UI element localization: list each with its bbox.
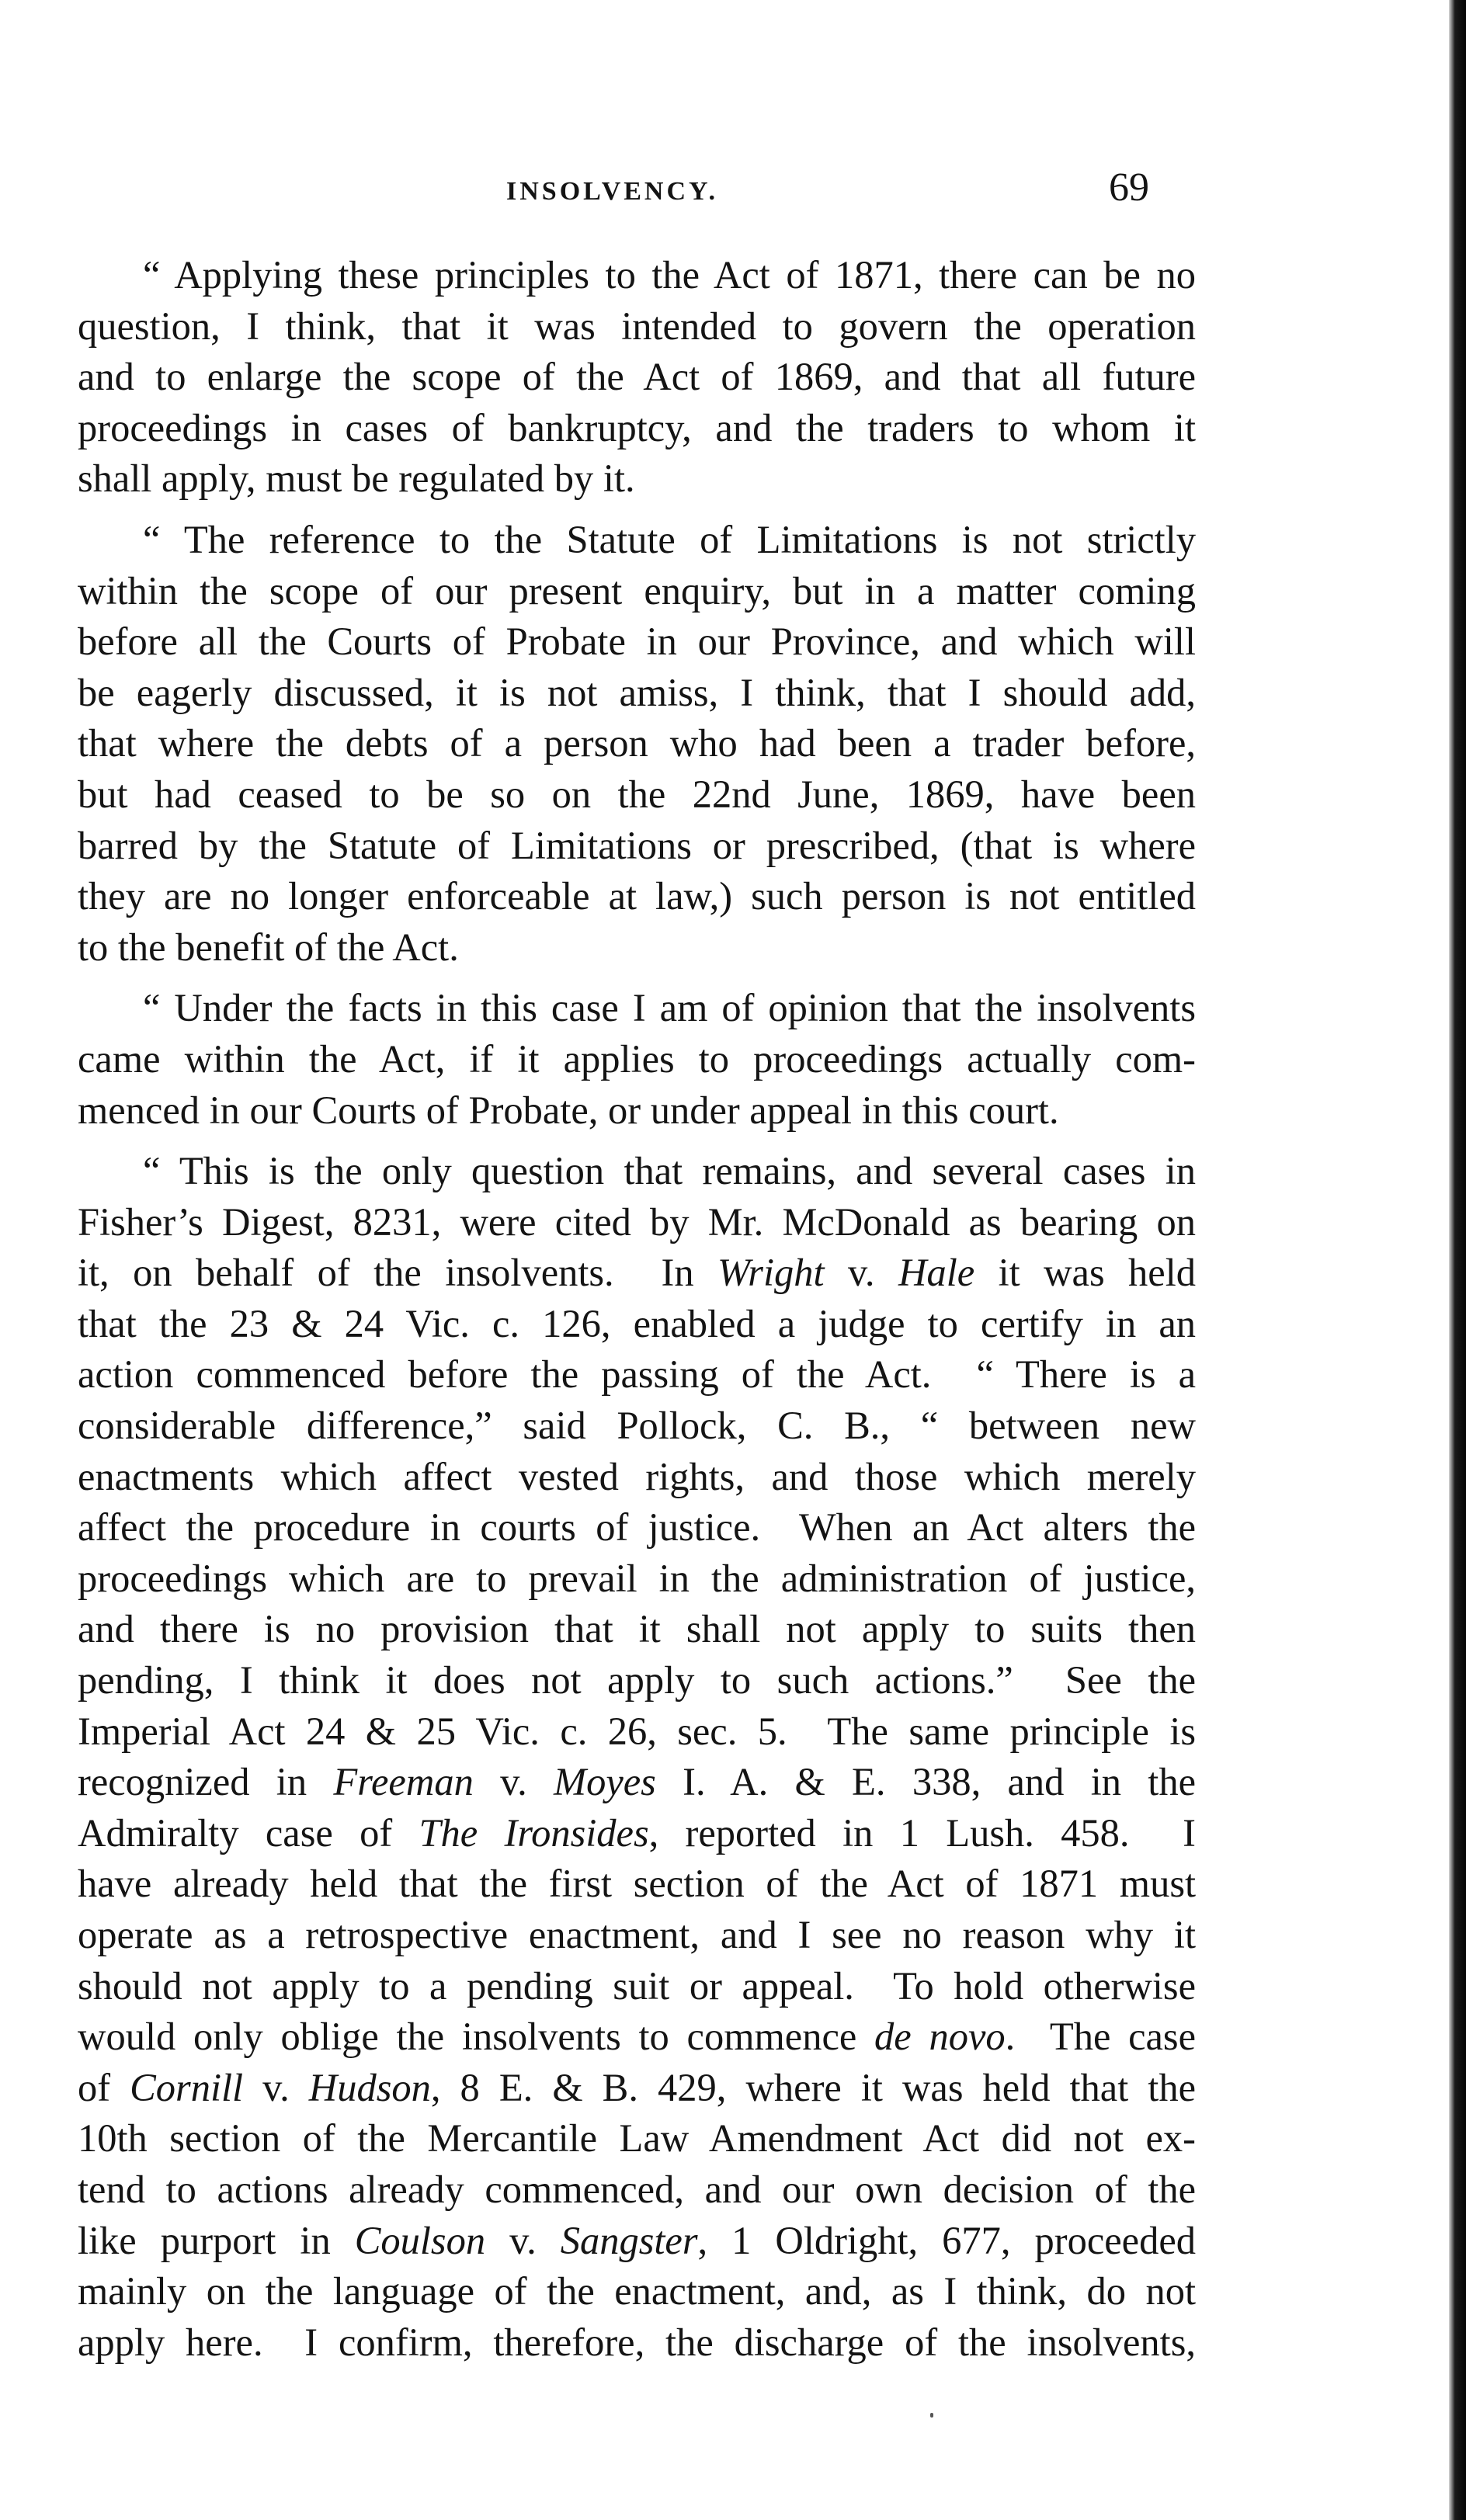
text-run: v. [824,1251,898,1295]
text-run: action commenced before the passing of the Act. “ There is a [78,1352,1196,1397]
paragraph [78,983,1196,1136]
text-run: v. [243,2065,309,2109]
text-run: Admiralty case of [78,1810,419,1855]
text-run: . The case [1005,2015,1196,2059]
text-run: apply here. I confirm, therefore, the discharge of the insolvents, [78,2320,1196,2364]
italic-case-name: Hale [898,1251,975,1295]
text-line [78,1452,1196,1503]
text-run: v. [473,1760,554,1804]
text-run: tend to actions already commenced, and our own decision of the [78,2167,1196,2211]
text-run: barred by the Statute of Limitations or prescribed, (that is where [78,823,1196,867]
text-run: recognized in [78,1760,334,1804]
text-run: pending, I think it does not apply to such actions.” See the [78,1658,1196,1703]
text-line [78,566,1196,617]
text-line [78,718,1196,769]
print-speck [930,2413,933,2418]
text-line [78,1910,1196,1961]
text-line [78,1808,1196,1859]
text-line [78,403,1196,454]
text-run: proceedings in cases of bankruptcy, and the traders to whom it [78,405,1196,450]
text-line [78,2317,1196,2369]
text-line [78,1146,1196,1197]
text-line [78,668,1196,719]
text-run: considerable difference,” said Pollock, C. B., “ between new [78,1404,1196,1448]
text-line [78,871,1196,922]
text-line [78,1248,1196,1299]
text-run: Imperial Act 24 & 25 Vic. c. 26, sec. 5. The same principle is [78,1709,1196,1753]
body-text [78,250,1196,2368]
text-run: , 8 E. & B. 429, where it was held that the [430,2065,1196,2109]
text-line [78,453,1196,505]
text-run: “ Under the facts in this case I am of opinion that the insolvents [143,986,1196,1030]
text-line [78,301,1196,352]
text-line [78,352,1196,403]
text-run: within the scope of our present enquiry, but in a matter coming [78,568,1196,613]
text-run: to the benefit of the Act. [78,925,459,969]
text-line [78,821,1196,872]
text-run: proceedings which are to prevail in the administration of justice, [78,1556,1196,1600]
text-line [78,616,1196,668]
paragraph [78,515,1196,973]
italic-case-name: The Ironsides [419,1810,649,1855]
italic-case-name: Sangster [560,2218,698,2262]
text-line [78,1502,1196,1553]
text-line [78,2113,1196,2164]
italic-case-name: Moyes [554,1760,656,1804]
text-run: , 1 Oldright, 677, proceeded [697,2218,1196,2262]
text-line [78,250,1196,301]
text-line [78,1706,1196,1758]
text-line [78,1961,1196,2012]
running-title: INSOLVENCY. [506,177,718,206]
text-line [78,769,1196,821]
text-run: of [78,2065,130,2109]
text-line [78,1197,1196,1248]
italic-case-name: Hudson [308,2065,431,2109]
text-run: menced in our Courts of Probate, or under appeal in this court. [78,1088,1059,1132]
text-line [78,515,1196,566]
italic-case-name: de novo [874,2015,1006,2059]
text-line [78,983,1196,1034]
text-run: Fisher’s Digest, 8231, were cited by Mr. McDonald as bearing on [78,1199,1196,1244]
text-line [78,1757,1196,1808]
text-run: would only oblige the insolvents to commence [78,2015,875,2059]
text-line [78,1349,1196,1401]
text-run: affect the procedure in courts of justice. When an Act alters the [78,1505,1196,1550]
text-run: 10th section of the Mercantile Law Amendment Act did not ex- [78,2116,1196,2161]
text-run: that the 23 & 24 Vic. c. 126, enabled a judge to certify in an [78,1301,1196,1345]
text-line [78,1859,1196,1910]
text-line [78,1034,1196,1085]
italic-case-name: Wright [717,1251,825,1295]
text-run: question, I think, that it was intended to govern the operation [78,304,1196,348]
text-run: shall apply, must be regulated by it. [78,456,635,501]
text-line [78,1553,1196,1605]
text-run: , reported in 1 Lush. 458. I [648,1810,1196,1855]
text-run: have already held that the first section of the Act of 1871 must [78,1862,1196,1906]
text-run: and to enlarge the scope of the Act of 1869, and that all future [78,355,1196,399]
text-line [78,1655,1196,1706]
text-run: it, on behalf of the insolvents. In [78,1251,718,1295]
text-run: operate as a retrospective enactment, and I see no reason why it [78,1913,1196,1956]
paragraph [78,1146,1196,2368]
text-line [78,2063,1196,2114]
text-line [78,922,1196,974]
text-run: but had ceased to be so on the 22nd June, 1869, have been [78,772,1196,816]
text-line [78,2216,1196,2267]
text-line [78,2011,1196,2063]
text-line [78,2266,1196,2317]
text-run: I. A. & E. 338, and in the [655,1760,1196,1804]
text-run: “ Applying these principles to the Act of 1871, there can be no [143,253,1196,297]
text-line [78,1299,1196,1350]
text-run: mainly on the language of the enactment, and, as I think, do not [78,2269,1196,2313]
page-number: 69 [1109,165,1149,210]
text-line [78,1085,1196,1137]
text-run: before all the Courts of Probate in our Province, and which will [78,620,1196,664]
text-run: “ This is the only question that remains, and several cases in [143,1149,1196,1193]
italic-case-name: Freeman [333,1760,474,1804]
text-run: it was held [974,1251,1196,1295]
italic-case-name: Coulson [354,2218,486,2262]
text-run: be eagerly discussed, it is not amiss, I think, that I should add, [78,670,1196,714]
text-line [78,2164,1196,2216]
text-run: enactments which affect vested rights, and those which merely [78,1454,1196,1498]
italic-case-name: Cornill [130,2065,244,2109]
text-run: v. [485,2218,561,2262]
text-run: that where the debts of a person who had been a trader before, [78,721,1196,765]
text-line [78,1401,1196,1452]
text-run: like purport in [78,2218,355,2262]
text-run: “ The reference to the Statute of Limitations is not strictly [143,517,1196,561]
text-run: and there is no provision that it shall not apply to suits then [78,1607,1196,1651]
text-run: came within the Act, if it applies to proceedings actually com- [78,1036,1196,1081]
paragraph [78,250,1196,505]
page-binding-edge [1449,0,1466,2520]
text-line [78,1604,1196,1655]
text-run: should not apply to a pending suit or appeal. To hold otherwise [78,1963,1196,2008]
text-run: they are no longer enforceable at law,) such person is not entitled [78,874,1196,918]
